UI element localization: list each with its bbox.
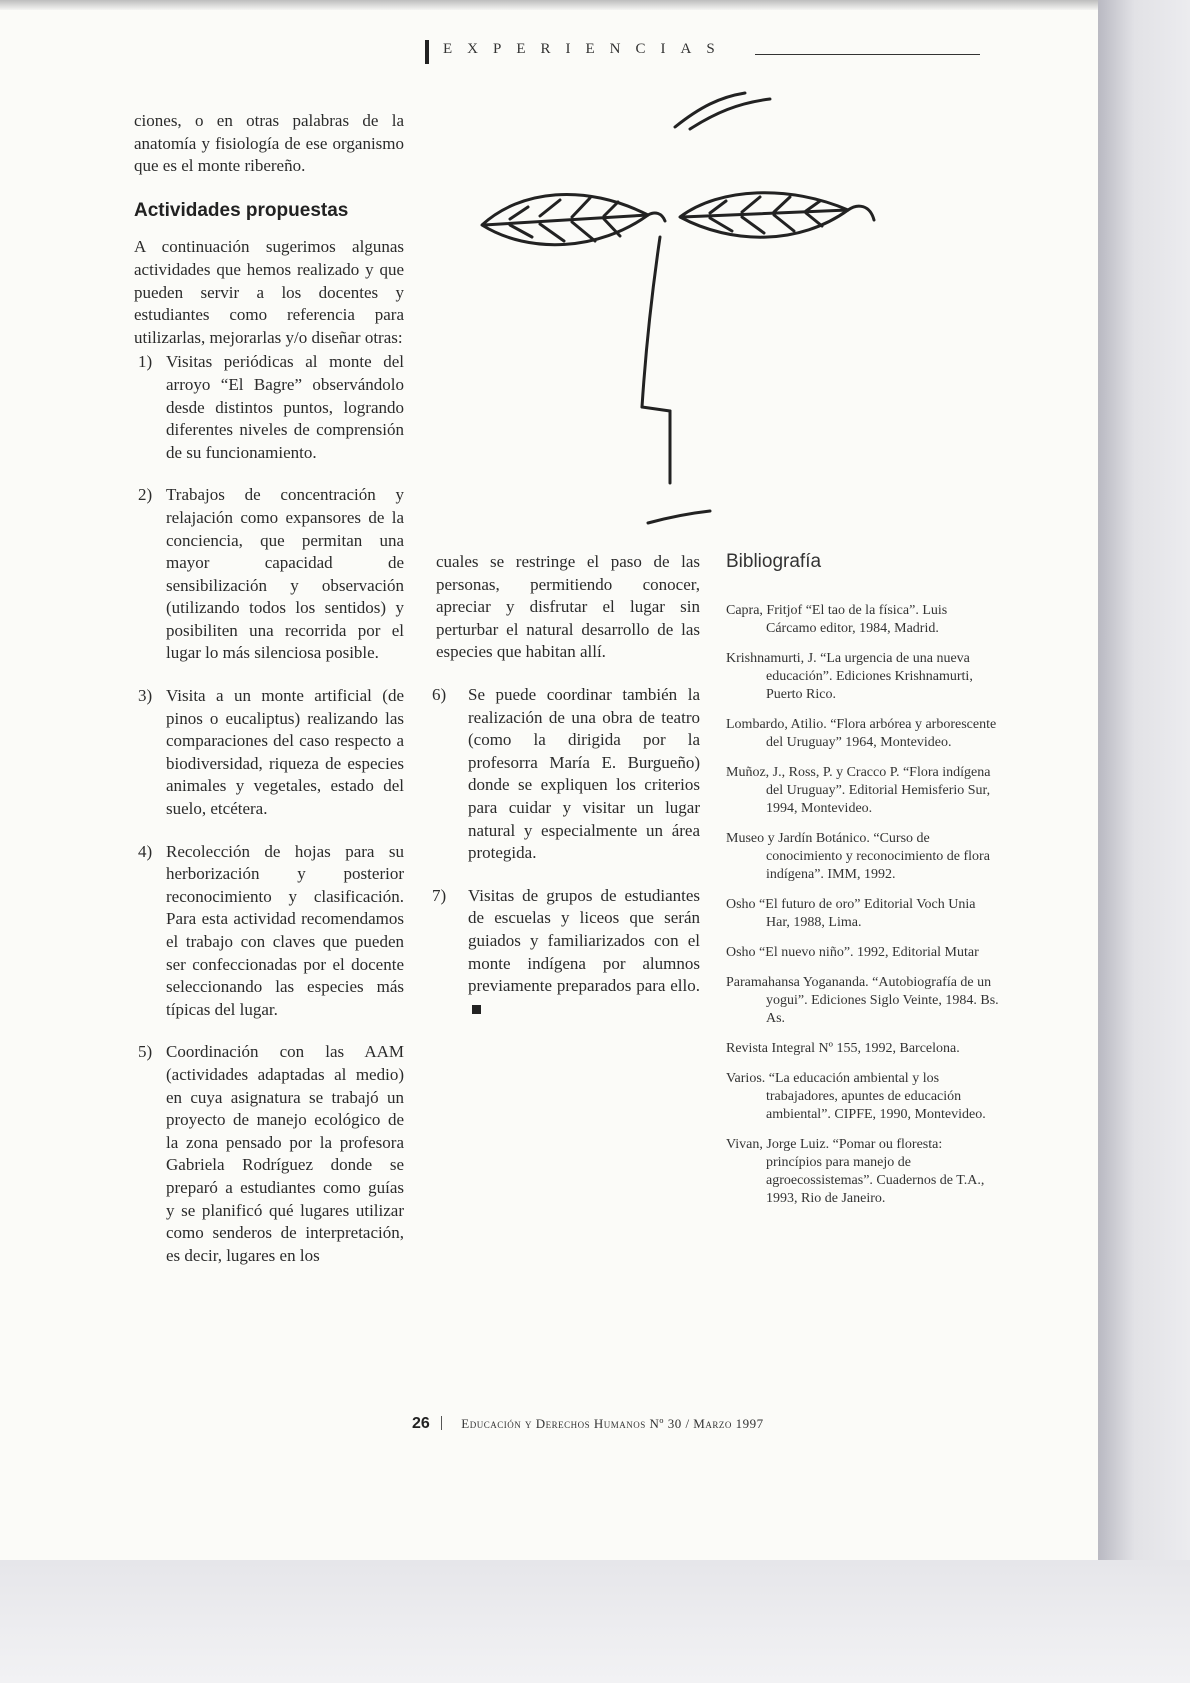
list-item-number: 2) — [138, 485, 153, 505]
list-item — [432, 885, 700, 1021]
bibliography-entry: Varios. “La educación ambiental y los trabajadores, apuntes de educación ambiental”. CIPFE, 1990, Montevideo. — [726, 1070, 986, 1122]
column-middle — [432, 551, 700, 1040]
bibliography-entry: Paramahansa Yogananda. “Autobiografía de un yogui”. Ediciones Siglo Veinte, 1984. Bs. As. — [726, 974, 999, 1026]
item5-continuation: cuales se restringe el paso de las personas, permitiendo conocer, apreciar y disfrutar el lugar sin perturbar el natural desarrollo de las especies que habitan allí. — [436, 552, 700, 662]
list-item — [432, 684, 700, 865]
end-of-article-mark-icon — [472, 1005, 481, 1014]
list-item — [134, 1041, 404, 1267]
list-item — [134, 685, 404, 821]
bibliography-entry: Osho “El nuevo niño”. 1992, Editorial Mutar — [726, 944, 979, 960]
column-left — [134, 110, 404, 1287]
page-number: 26 — [412, 1415, 430, 1432]
list-item-text: Coordinación con las AAM (actividades adaptadas al medio) en cuya asignatura se trabajó un proyecto de manejo ecológico de la zona pensado por la profesora Gabriela Rodríguez donde se preparó a estudiantes como guías y se planificó qué lugares utilizar como senderos de interpretación, es decir, lugares en los — [166, 1042, 404, 1265]
leaf-eyes-face-drawing-icon — [470, 85, 930, 535]
section-header — [425, 36, 985, 66]
bibliography-entry: Krishnamurti, J. “La urgencia de una nueva educación”. Ediciones Krishnamurti, Puerto Rico. — [726, 650, 973, 702]
list-item-text: Se puede coordinar también la realización de una obra de teatro (como la dirigida por la profesorra María E. Burgueño) donde se expliquen los criterios para cuidar y visitar un lugar natural y especialmente un área protegida. — [468, 684, 700, 863]
list-item-text: Trabajos de concentración y relajación como expansores de la conciencia, que permitan una mayor capacidad de sensibilización y observación (utilizando todos los sentidos) y posibiliten una recorrida por el lugar lo más silenciosa posible. — [166, 485, 404, 663]
bibliography-entry: Museo y Jardín Botánico. “Curso de conocimiento y reconocimiento de flora indígena”. IMM, 1992. — [726, 830, 990, 882]
list-item-text — [468, 885, 700, 1021]
list-item-number: 1) — [138, 352, 153, 372]
list-item-text-content: Visitas de grupos de estudiantes de escuelas y liceos que serán guiados y familiarizados con el monte indígena por alumnos previamente preparados para ello. — [468, 885, 700, 996]
bibliography-entry: Muñoz, J., Ross, P. y Cracco P. “Flora indígena del Uruguay”. Editorial Hemisferio Sur, 1994, Montevideo. — [726, 764, 991, 816]
bibliography-entry: Lombardo, Atilio. “Flora arbórea y arborescente del Uruguay” 1964, Montevideo. — [726, 716, 997, 750]
bibliography-entry: Revista Integral Nº 155, 1992, Barcelona. — [726, 1040, 960, 1056]
bibliography-list — [726, 602, 1000, 1208]
scan-right-margin — [1098, 0, 1190, 1560]
list-item-number: 5) — [138, 1042, 153, 1062]
scan-top-edge — [0, 0, 1098, 10]
column-right-bibliography — [726, 551, 1000, 1220]
list-item — [134, 484, 404, 665]
section-heading-actividades: Actividades propuestas — [134, 199, 349, 221]
list-item-text: Visita a un monte artificial (de pinos o eucaliptus) realizando las comparaciones del caso respecto a biodiversidad, riqueza de especies animales y vegetales, estado del suelo, etcétera. — [166, 686, 404, 819]
footer-separator — [441, 1416, 442, 1430]
list-item-number: 4) — [138, 841, 153, 861]
header-rule — [755, 54, 980, 55]
list-item-text: Recolección de hojas para su herborización y posterior reconocimiento y clasificación. Para esta actividad recomendamos el trabajo con claves que pueden ser confeccionadas por el docente seleccionando las especies más típicas del lugar. — [166, 841, 404, 1019]
section-heading-bibliografia: Bibliografía — [726, 551, 822, 572]
list-item-number: 6) — [432, 684, 447, 704]
scan-bottom-margin — [0, 1560, 1190, 1683]
publication-info: Educación y Derechos Humanos Nº 30 / Marzo 1997 — [461, 1416, 764, 1431]
actividades-intro: A continuación sugerimos algunas actividades que hemos realizado y que pueden servir a los docentes y estudiantes como referencia para utilizarlas, mejorarlas y/o diseñar otras: — [134, 237, 404, 347]
bibliography-entry: Osho “El futuro de oro” Editorial Voch Unia Har, 1988, Lima. — [726, 896, 976, 930]
list-item — [134, 351, 404, 464]
header-section-title: EXPERIENCIAS — [443, 41, 730, 57]
list-item-number: 3) — [138, 686, 153, 706]
page-footer — [412, 1415, 972, 1439]
list-item-text: Visitas periódicas al monte del arroyo “El Bagre” observándolo desde distintos puntos, logrando diferentes niveles de comprensión de su funcionamiento. — [166, 352, 404, 462]
bibliography-entry: Capra, Fritjof “El tao de la física”. Luis Cárcamo editor, 1984, Madrid. — [726, 602, 948, 636]
intro-fragment: ciones, o en otras palabras de la anatomía y fisiología de ese organismo que es el monte ribereño. — [134, 111, 404, 176]
header-bar — [425, 40, 429, 64]
bibliography-entry: Vivan, Jorge Luiz. “Pomar ou floresta: princípios para manejo de agroecossistemas”. Cuadernos de T.A., 1993, Rio de Janeiro. — [726, 1136, 985, 1206]
list-item-number: 7) — [432, 885, 447, 905]
list-item — [134, 841, 404, 1022]
